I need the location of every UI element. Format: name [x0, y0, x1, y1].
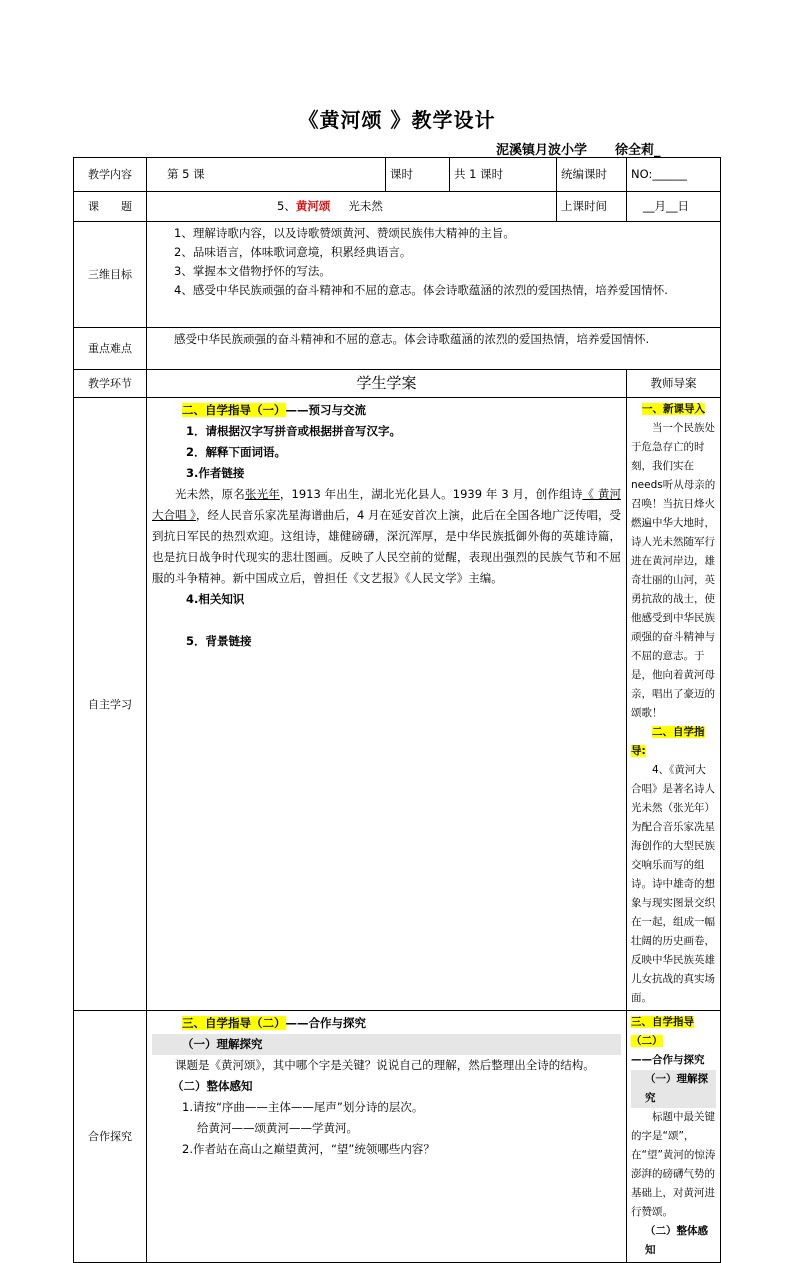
- coop-sub1-line: [152, 1034, 621, 1055]
- row-key: [74, 328, 721, 370]
- class-date: __月__日: [627, 192, 721, 222]
- goal-1: 1、理解诗歌内容，以及诗歌赞颂黄河、赞颂民族伟大精神的主旨。: [174, 226, 515, 240]
- goal-4: 4、感受中华民族顽强的奋斗精神和不屈的意志。体会诗歌蕴涵的浓烈的爱国热情，培养爱国情怀.: [174, 283, 668, 297]
- question-4: 4.相关知识: [186, 592, 245, 606]
- teacher-coop-heading: [631, 1013, 716, 1051]
- coop-heading-highlight: 三、自学指导（二）: [182, 1016, 286, 1030]
- school-name: 泥溪镇月波小学: [496, 143, 588, 158]
- period-number: NO:______: [627, 158, 721, 192]
- label-coop: 合作探究: [74, 1011, 147, 1263]
- author-name: 徐全莉_: [615, 143, 661, 158]
- topic-author: 光未然: [348, 199, 383, 213]
- spacer: [152, 610, 621, 631]
- bio-part-c: ，经人民音乐家冼星海谱曲后，4 月在延安首次上演，此后在全国各地广泛传唱，受到抗日军民的热烈欢迎。这组诗，雄健磅礴，深沉浑厚，是中华民族抵御外侮的英雄诗篇，也是抗日战争时代现实的悲壮图画。反映了人民空前的觉醒，表现出强烈的民族气节和不屈服的斗争精神。新中国成立后，曾担任《文艺报》《人民文学》主编。: [152, 508, 621, 585]
- document-title: 《黄河颂 》教学设计: [298, 108, 496, 132]
- teacher-coop-sub2: （二）整体感知: [645, 1225, 708, 1256]
- teacher-coop-cell: [627, 1011, 721, 1263]
- teacher-plan-header: 教师导案: [627, 370, 721, 398]
- question-1: 1．请根据汉字写拼音或根据拼音写汉字。: [186, 424, 401, 438]
- teacher-coop-heading-rest: ——合作与探究: [631, 1054, 705, 1066]
- author-bio: [152, 484, 621, 589]
- question-2: 2．解释下面词语。: [186, 445, 287, 459]
- lesson-plan-table: [73, 157, 721, 1263]
- label-topic: 课 题: [74, 192, 147, 222]
- byline: [496, 139, 661, 158]
- row-self-study: [74, 398, 721, 1011]
- question-3: 3.作者链接: [186, 466, 245, 480]
- label-teaching-content: 教学内容: [74, 158, 147, 192]
- coop-p3: 给黄河——颂黄河——学黄河。: [197, 1121, 358, 1135]
- topic-title: 黄河颂: [295, 199, 331, 213]
- coop-p1: 课题是《黄河颂》，其中哪个字是关键？说说自己的理解，然后整理出全诗的结构。: [175, 1058, 595, 1072]
- bio-part-b: ，1913 年出生，湖北光化县人。1939 年 3 月，创作组诗: [279, 487, 583, 501]
- teacher-coop-sub1-line: [631, 1070, 716, 1108]
- teacher-intro: 当一个民族处于危急存亡的时刻，我们实在needs听从母亲的召唤！当抗日烽火燃遍中华大地时，诗人光未然随军行进在黄河岸边，雄奇壮丽的山河，英勇抗敌的战士，使他感受到中华民族顽强的奋斗精神与不屈的意志。于是，他向着黄河母亲，唱出了豪迈的颂歌！: [631, 422, 716, 719]
- teacher-heading-1-text: 一、新课导入: [642, 403, 705, 415]
- bio-part-a: 光未然，原名: [175, 487, 245, 501]
- coop-heading: [152, 1013, 621, 1034]
- bio-work: 《 黄河大合唱 》: [152, 487, 622, 522]
- goals-cell: [147, 222, 721, 328]
- teacher-body: 4、《黄河大合唱》是著名诗人光未然（张光年）为配合音乐家冼星海创作的大型民族交响乐而写的组诗。诗中雄奇的想象与现实图景交织在一起，组成一幅壮阔的历史画卷，反映中华民族英雄儿女抗战的真实场面。: [631, 764, 715, 1004]
- coop-cell: [147, 1011, 627, 1263]
- goal-3: 3、掌握本文借物抒怀的写法。: [174, 264, 331, 278]
- coop-sub2: （二）整体感知: [172, 1079, 253, 1093]
- self-study-cell: [147, 398, 627, 1011]
- label-class-time: 上课时间: [557, 192, 627, 222]
- coop-sub1: （一）理解探究: [152, 1034, 621, 1055]
- teacher-coop-body: 标题中最关键的字是“颂”，在“望”黄河的惊涛澎湃的磅礴气势的基础上，对黄河进行赞颂。: [631, 1111, 716, 1218]
- student-plan-header: 学生学案: [147, 370, 627, 398]
- teacher-heading-2: [631, 723, 716, 761]
- teacher-heading-2-text: 二、自学指导:: [631, 726, 705, 757]
- coop-p2: 1.请按“序曲——主体——尾声”划分诗的层次。: [182, 1100, 424, 1114]
- topic-cell: [147, 192, 557, 222]
- question-5: 5．背景链接: [186, 634, 252, 648]
- bio-real-name: 张光年: [244, 487, 280, 501]
- teacher-coop-sub1: （一）理解探究: [631, 1070, 716, 1108]
- row-header: [74, 370, 721, 398]
- heading-rest: ——预习与交流: [285, 403, 366, 417]
- label-key: 重点难点: [74, 328, 147, 370]
- key-cell: [147, 328, 721, 370]
- teacher-coop-heading-text: 三、自学指导（二）: [631, 1016, 694, 1047]
- label-self-study: 自主学习: [74, 398, 147, 1011]
- lesson-number: 第 5 课: [147, 158, 386, 192]
- row-goals: [74, 222, 721, 328]
- row-topic: [74, 192, 721, 222]
- hours-value: 共 1 课时: [450, 158, 557, 192]
- key-text: 感受中华民族顽强的奋斗精神和不屈的意志。体会诗歌蕴涵的浓烈的爱国热情，培养爱国情怀.: [174, 332, 650, 346]
- label-hours: 课时: [386, 158, 450, 192]
- row-coop: [74, 1011, 721, 1263]
- row-content: [74, 158, 721, 192]
- label-stage: 教学环节: [74, 370, 147, 398]
- topic-number: 5、: [277, 199, 296, 213]
- coop-p4: 2.作者站在高山之巅望黄河，“望”统领哪些内容？: [182, 1142, 435, 1156]
- goal-2: 2、品味语言，体味歌词意境，积累经典语言。: [174, 245, 412, 259]
- self-study-heading: [152, 400, 621, 421]
- teacher-self-study-cell: [627, 398, 721, 1011]
- label-goals: 三维目标: [74, 222, 147, 328]
- heading-highlight: 二、自学指导（一）: [182, 403, 286, 417]
- label-period: 统编课时: [557, 158, 627, 192]
- coop-heading-rest: ——合作与探究: [285, 1016, 366, 1030]
- teacher-heading-1: [631, 400, 716, 419]
